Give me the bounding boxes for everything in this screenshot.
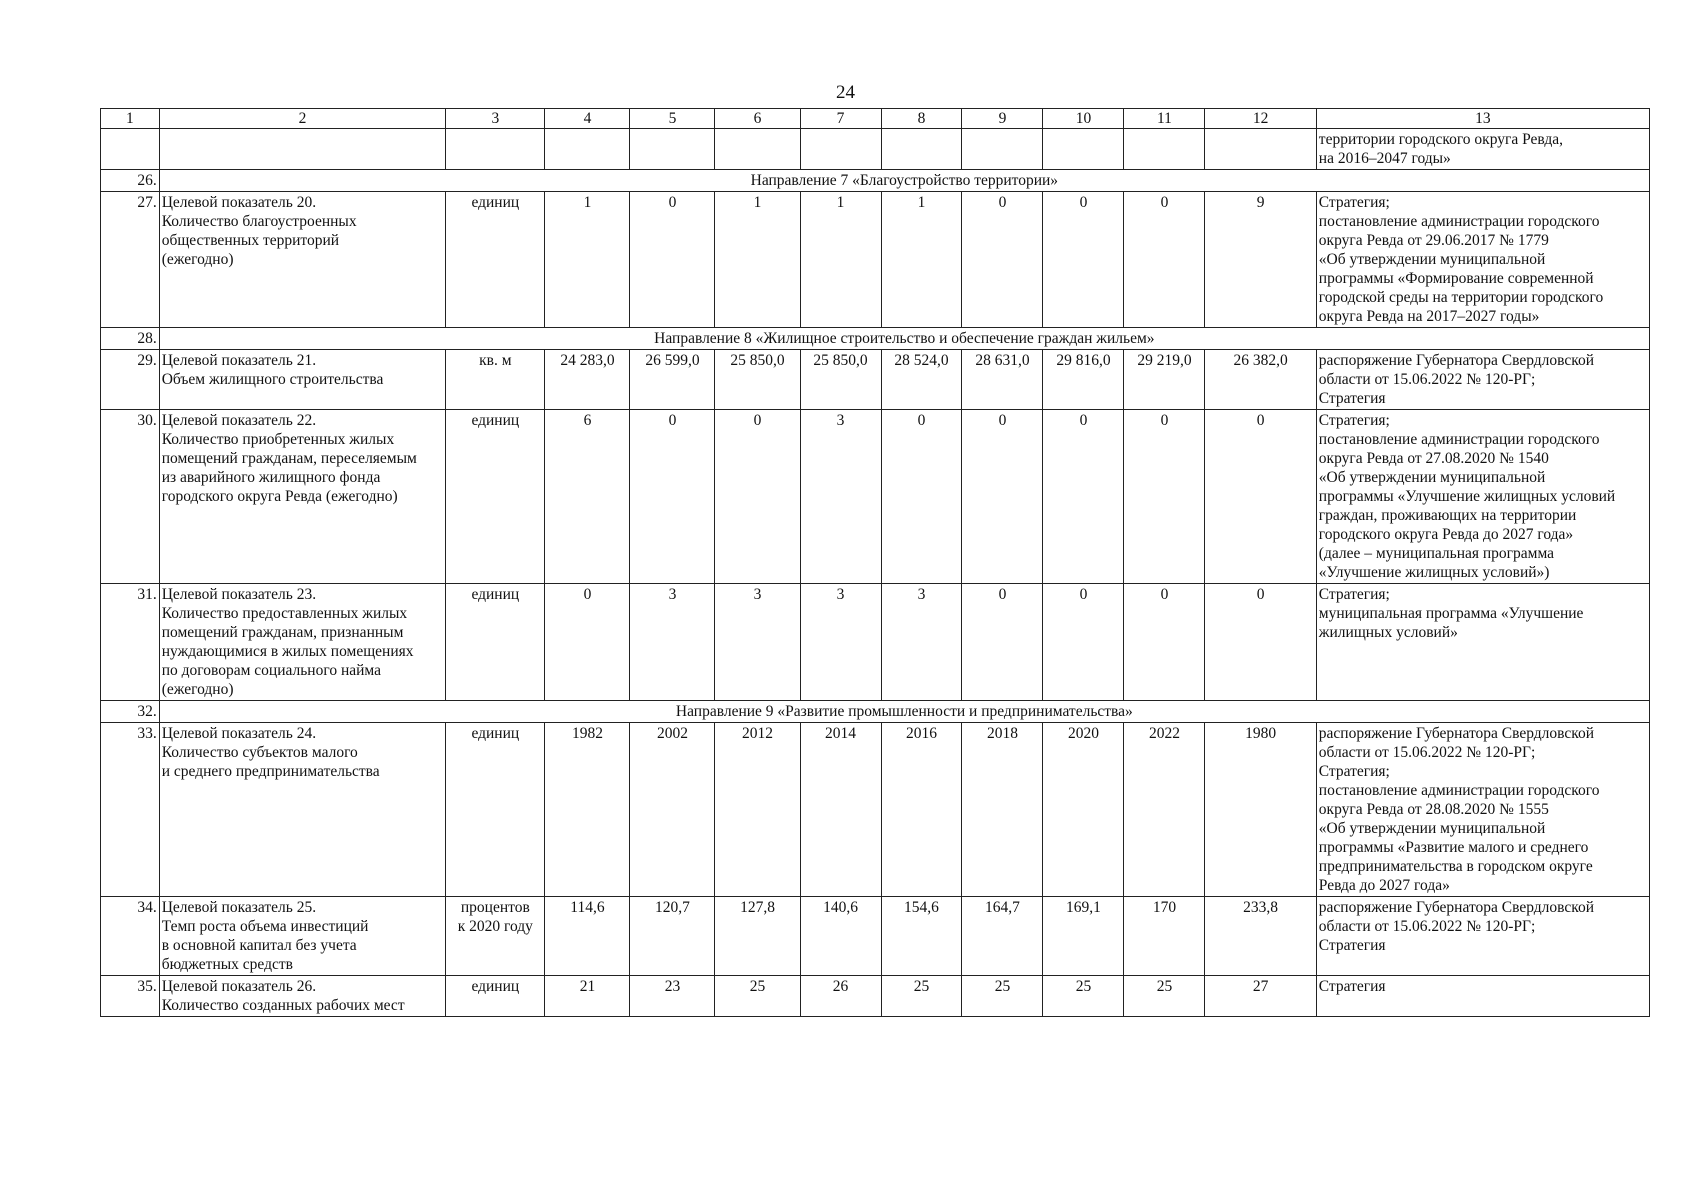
value-cell: 2016 <box>881 723 962 897</box>
value-cell: 0 <box>1124 410 1205 584</box>
value-cell: 1 <box>545 192 630 328</box>
value-cell: 0 <box>1205 410 1316 584</box>
row-number: 28. <box>101 328 160 350</box>
value-cell: 0 <box>1205 584 1316 701</box>
table-row <box>101 723 1650 897</box>
value-cell: 0 <box>1043 410 1124 584</box>
value-cell: 114,6 <box>545 897 630 976</box>
continuation-row <box>101 129 1650 170</box>
value-cell: 0 <box>630 410 715 584</box>
source-cell: распоряжение Губернатора Свердловской области от 15.06.2022 № 120-РГ; Стратегия; постановление администрации городского округа Ревда от 28.08.2020 № 1555 «Об утверждении муниципальной программы «Развитие малого и среднего предпринимательства в городском округе Ревда до 2027 года» <box>1316 723 1649 897</box>
source-cell: Стратегия; постановление администрации городского округа Ревда от 27.08.2020 № 1540 «Об утверждении муниципальной программы «Улучшение жилищных условий граждан, проживающих на территории городского округа Ревда до 2027 года» (далее – муниципальная программа «Улучшение жилищных условий») <box>1316 410 1649 584</box>
section-row <box>101 328 1650 350</box>
row-number: 32. <box>101 701 160 723</box>
table-row <box>101 410 1650 584</box>
empty-cell <box>962 129 1043 170</box>
value-cell: 25 850,0 <box>800 350 881 410</box>
source-cell: Стратегия <box>1316 976 1649 1017</box>
value-cell: 27 <box>1205 976 1316 1017</box>
source-cell: территории городского округа Ревда, на 2016–2047 годы» <box>1316 129 1649 170</box>
source-cell: Стратегия; муниципальная программа «Улучшение жилищных условий» <box>1316 584 1649 701</box>
page-number: 24 <box>836 82 855 103</box>
value-cell: 25 <box>715 976 800 1017</box>
section-row <box>101 701 1650 723</box>
value-cell: 26 599,0 <box>630 350 715 410</box>
column-header: 10 <box>1043 109 1124 129</box>
value-cell: 3 <box>881 584 962 701</box>
indicator-name: Целевой показатель 26. Количество созданных рабочих мест <box>159 976 446 1017</box>
empty-cell <box>1043 129 1124 170</box>
table-row <box>101 976 1650 1017</box>
column-header: 2 <box>159 109 446 129</box>
unit-cell: единиц <box>446 723 545 897</box>
value-cell: 2020 <box>1043 723 1124 897</box>
value-cell: 233,8 <box>1205 897 1316 976</box>
indicator-name: Целевой показатель 23. Количество предоставленных жилых помещений гражданам, признанным нуждающимися в жилых помещениях по договорам социального найма (ежегодно) <box>159 584 446 701</box>
value-cell: 3 <box>800 410 881 584</box>
row-number: 26. <box>101 170 160 192</box>
unit-cell: процентов к 2020 году <box>446 897 545 976</box>
value-cell: 1982 <box>545 723 630 897</box>
value-cell: 25 <box>1124 976 1205 1017</box>
value-cell: 29 219,0 <box>1124 350 1205 410</box>
value-cell: 3 <box>715 584 800 701</box>
row-number: 35. <box>101 976 160 1017</box>
value-cell: 2012 <box>715 723 800 897</box>
table-row <box>101 897 1650 976</box>
column-header: 1 <box>101 109 160 129</box>
value-cell: 25 <box>1043 976 1124 1017</box>
table-row <box>101 192 1650 328</box>
value-cell: 0 <box>545 584 630 701</box>
value-cell: 3 <box>630 584 715 701</box>
column-header: 11 <box>1124 109 1205 129</box>
value-cell: 24 283,0 <box>545 350 630 410</box>
section-title: Направление 8 «Жилищное строительство и обеспечение граждан жильем» <box>159 328 1649 350</box>
empty-cell <box>630 129 715 170</box>
value-cell: 2022 <box>1124 723 1205 897</box>
unit-cell: единиц <box>446 410 545 584</box>
value-cell: 9 <box>1205 192 1316 328</box>
empty-cell <box>715 129 800 170</box>
value-cell: 154,6 <box>881 897 962 976</box>
table-row <box>101 350 1650 410</box>
section-title: Направление 7 «Благоустройство территории» <box>159 170 1649 192</box>
column-header: 13 <box>1316 109 1649 129</box>
section-row <box>101 170 1650 192</box>
indicator-name: Целевой показатель 22. Количество приобретенных жилых помещений гражданам, переселяемым из аварийного жилищного фонда городского округа Ревда (ежегодно) <box>159 410 446 584</box>
indicator-name: Целевой показатель 20. Количество благоустроенных общественных территорий (ежегодно) <box>159 192 446 328</box>
value-cell: 0 <box>962 410 1043 584</box>
value-cell: 1980 <box>1205 723 1316 897</box>
indicator-name: Целевой показатель 21. Объем жилищного строительства <box>159 350 446 410</box>
value-cell: 23 <box>630 976 715 1017</box>
row-number: 30. <box>101 410 160 584</box>
empty-cell <box>800 129 881 170</box>
value-cell: 26 382,0 <box>1205 350 1316 410</box>
column-header: 8 <box>881 109 962 129</box>
value-cell: 1 <box>715 192 800 328</box>
unit-cell: единиц <box>446 584 545 701</box>
unit-cell: кв. м <box>446 350 545 410</box>
value-cell: 170 <box>1124 897 1205 976</box>
empty-cell <box>545 129 630 170</box>
indicator-name: Целевой показатель 24. Количество субъектов малого и среднего предпринимательства <box>159 723 446 897</box>
empty-cell <box>101 129 160 170</box>
table-row <box>101 584 1650 701</box>
value-cell: 21 <box>545 976 630 1017</box>
source-cell: Стратегия; постановление администрации городского округа Ревда от 29.06.2017 № 1779 «Об утверждении муниципальной программы «Формирование современной городской среды на территории городского округа Ревда на 2017–2027 годы» <box>1316 192 1649 328</box>
empty-cell <box>881 129 962 170</box>
source-cell: распоряжение Губернатора Свердловской области от 15.06.2022 № 120-РГ; Стратегия <box>1316 897 1649 976</box>
value-cell: 0 <box>1124 584 1205 701</box>
section-title: Направление 9 «Развитие промышленности и предпринимательства» <box>159 701 1649 723</box>
value-cell: 25 <box>962 976 1043 1017</box>
value-cell: 28 631,0 <box>962 350 1043 410</box>
empty-cell <box>1124 129 1205 170</box>
column-header: 12 <box>1205 109 1316 129</box>
value-cell: 0 <box>1043 584 1124 701</box>
row-number: 34. <box>101 897 160 976</box>
value-cell: 25 <box>881 976 962 1017</box>
column-header: 5 <box>630 109 715 129</box>
value-cell: 127,8 <box>715 897 800 976</box>
value-cell: 140,6 <box>800 897 881 976</box>
value-cell: 2014 <box>800 723 881 897</box>
value-cell: 29 816,0 <box>1043 350 1124 410</box>
value-cell: 6 <box>545 410 630 584</box>
indicator-name: Целевой показатель 25. Темп роста объема инвестиций в основной капитал без учета бюджетных средств <box>159 897 446 976</box>
column-header: 7 <box>800 109 881 129</box>
unit-cell: единиц <box>446 192 545 328</box>
value-cell: 0 <box>962 584 1043 701</box>
value-cell: 3 <box>800 584 881 701</box>
value-cell: 0 <box>881 410 962 584</box>
value-cell: 1 <box>800 192 881 328</box>
row-number: 31. <box>101 584 160 701</box>
value-cell: 0 <box>1124 192 1205 328</box>
column-header-row <box>101 109 1650 129</box>
value-cell: 2002 <box>630 723 715 897</box>
row-number: 33. <box>101 723 160 897</box>
empty-cell <box>159 129 446 170</box>
source-cell: распоряжение Губернатора Свердловской области от 15.06.2022 № 120-РГ; Стратегия <box>1316 350 1649 410</box>
empty-cell <box>446 129 545 170</box>
value-cell: 25 850,0 <box>715 350 800 410</box>
row-number: 29. <box>101 350 160 410</box>
value-cell: 169,1 <box>1043 897 1124 976</box>
value-cell: 0 <box>1043 192 1124 328</box>
value-cell: 26 <box>800 976 881 1017</box>
value-cell: 28 524,0 <box>881 350 962 410</box>
value-cell: 0 <box>962 192 1043 328</box>
value-cell: 1 <box>881 192 962 328</box>
column-header: 4 <box>545 109 630 129</box>
empty-cell <box>1205 129 1316 170</box>
row-number: 27. <box>101 192 160 328</box>
column-header: 3 <box>446 109 545 129</box>
value-cell: 0 <box>715 410 800 584</box>
indicators-table <box>100 108 1650 1017</box>
value-cell: 164,7 <box>962 897 1043 976</box>
value-cell: 120,7 <box>630 897 715 976</box>
value-cell: 2018 <box>962 723 1043 897</box>
column-header: 6 <box>715 109 800 129</box>
value-cell: 0 <box>630 192 715 328</box>
unit-cell: единиц <box>446 976 545 1017</box>
column-header: 9 <box>962 109 1043 129</box>
